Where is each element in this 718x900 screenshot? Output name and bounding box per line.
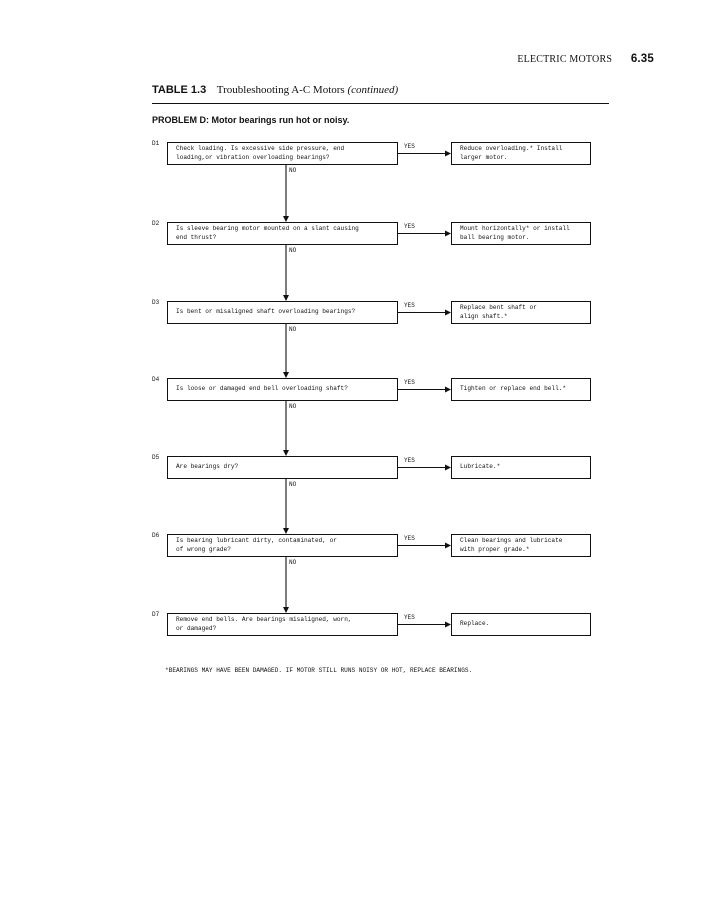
yes-label-d2: YES <box>404 222 415 230</box>
step-id-d5: D5 <box>152 454 160 461</box>
yes-label-d4: YES <box>404 378 415 386</box>
yes-label-d7: YES <box>404 613 415 621</box>
no-label-d1: NO <box>289 167 297 174</box>
no-label-d2: NO <box>289 247 297 254</box>
step-id-d4: D4 <box>152 376 160 383</box>
yes-label-d5: YES <box>404 456 415 464</box>
no-label-d6: NO <box>289 559 297 566</box>
question-box-d3: Is bent or misaligned shaft overloading bearings? <box>167 301 398 324</box>
question-box-d4: Is loose or damaged end bell overloading shaft? <box>167 378 398 401</box>
action-box-d7: Replace. <box>451 613 591 636</box>
yes-label-d1: YES <box>404 142 415 150</box>
step-id-d1: D1 <box>152 140 160 147</box>
table-label: TABLE 1.3 <box>152 84 207 96</box>
action-box-d1: Reduce overloading.* Install larger motor. <box>451 142 591 165</box>
problem-heading: PROBLEM D: Motor bearings run hot or noisy. <box>152 115 350 125</box>
question-box-d7: Remove end bells. Are bearings misaligned, worn, or damaged? <box>167 613 398 636</box>
action-box-d3: Replace bent shaft or align shaft.* <box>451 301 591 324</box>
step-id-d3: D3 <box>152 299 160 306</box>
question-box-d5: Are bearings dry? <box>167 456 398 479</box>
step-id-d2: D2 <box>152 220 160 227</box>
yes-label-d3: YES <box>404 301 415 309</box>
section-title: ELECTRIC MOTORS <box>517 54 613 65</box>
question-box-d6: Is bearing lubricant dirty, contaminated, or of wrong grade? <box>167 534 398 557</box>
question-box-d2: Is sleeve bearing motor mounted on a slant causing end thrust? <box>167 222 398 245</box>
no-label-d4: NO <box>289 403 297 410</box>
action-box-d4: Tighten or replace end bell.* <box>451 378 591 401</box>
action-box-d5: Lubricate.* <box>451 456 591 479</box>
page-number: 6.35 <box>630 53 654 65</box>
table-title-note: (continued) <box>347 84 399 96</box>
step-id-d6: D6 <box>152 532 160 539</box>
question-box-d1: Check loading. Is excessive side pressure, end loading,or vibration overloading bearings? <box>167 142 398 165</box>
action-box-d6: Clean bearings and lubricate with proper grade.* <box>451 534 591 557</box>
footnote: *BEARINGS MAY HAVE BEEN DAMAGED. IF MOTOR STILL RUNS NOISY OR HOT, REPLACE BEARINGS. <box>165 667 473 674</box>
no-label-d3: NO <box>289 326 297 333</box>
no-label-d5: NO <box>289 481 297 488</box>
step-id-d7: D7 <box>152 611 160 618</box>
table-title-main: Troubleshooting A-C Motors <box>216 84 345 96</box>
action-box-d2: Mount horizontally* or install ball bearing motor. <box>451 222 591 245</box>
yes-label-d6: YES <box>404 534 415 542</box>
